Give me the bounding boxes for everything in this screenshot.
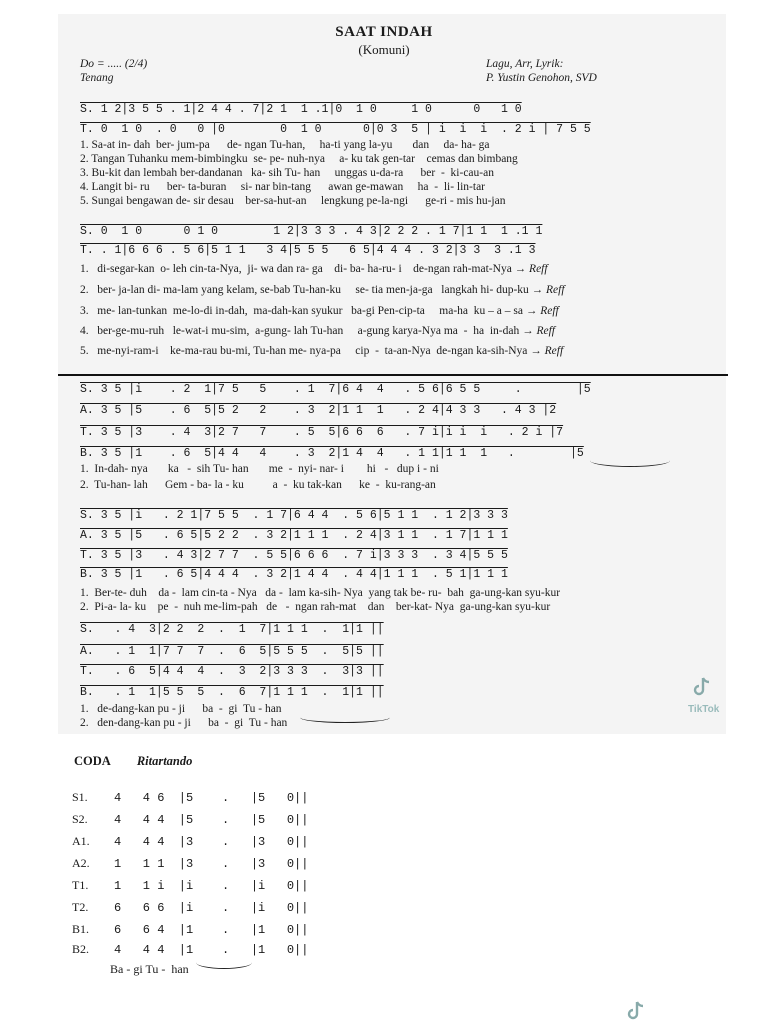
coda-row	[72, 900, 308, 915]
coda-notes: 1 1 1 |3 . |3 0||	[114, 857, 309, 871]
section-divider	[58, 374, 728, 376]
coda-row	[72, 856, 308, 871]
refrain3-bass-notes: B. . 1 1|5 5 5 . 6 7|1 1 1 . 1|1 ||	[80, 686, 384, 699]
coda-part-label: A1.	[72, 834, 90, 848]
coda-part-label: A2.	[72, 856, 90, 870]
verse2-lyric-2: 2. ber- ja-lan di- ma-lam yang kelam, se-bab Tu-han-ku se- tia men-ja-ga langkah hi- dup-ku → Reff	[80, 284, 565, 296]
coda-part-label: S2.	[72, 812, 88, 826]
refrain2-soprano-notes: S. 3 5 |i . 2 1|7 5 5 . 1 7|6 4 4 . 5 6|5 1 1 . 1 2|3 3 3	[80, 509, 508, 522]
coda-notes: 6 6 4 |1 . |1 0||	[114, 923, 309, 937]
coda-part-label: B1.	[72, 922, 90, 936]
credit-label: Lagu, Arr, Lyrik:	[486, 58, 564, 70]
reff-marker: → Reff	[522, 325, 555, 337]
page-subtitle: (Komuni)	[358, 42, 410, 57]
verse1-lyric-5: 5. Sungai bengawan de- sir desau ber-sa-hut-an lengkung pe-la-ngi ge-ri - mis hu-jan	[80, 195, 506, 207]
refrain3-lyric-1: 1. de-dang-kan pu - ji ba - gi Tu - han	[80, 703, 282, 715]
coda-part-label: T2.	[72, 900, 89, 914]
refrain1-tenor-notes: T. 3 5 |3 . 4 3|2 7 7 . 5 5|6 6 6 . 7 i|i i i . 2 i |7	[80, 426, 564, 439]
tiktok-logo-icon	[626, 1000, 646, 1022]
coda-row	[72, 922, 308, 937]
reff-marker: → Reff	[525, 305, 559, 317]
refrain3-tenor-notes: T. . 6 5|4 4 4 . 3 2|3 3 3 . 3|3 ||	[80, 665, 384, 678]
tiktok-logo-icon	[692, 676, 712, 698]
refrain1-bass-notes: B. 3 5 |1 . 6 5|4 4 4 . 3 2|1 4 4 . 1 1|1 1 1 . |5	[80, 447, 584, 460]
coda-notes: 1 1 i |i . |i 0||	[114, 879, 309, 893]
refrain2-bass-notes: B. 3 5 |1 . 6 5|4 4 4 . 3 2|1 4 4 . 4 4|1 1 1 . 5 1|1 1 1	[80, 568, 508, 581]
refrain3-alto-notes: A. . 1 1|7 7 7 . 6 5|5 5 5 . 5|5 ||	[80, 645, 384, 658]
refrain3-lyric-2: 2. den-dang-kan pu - ji ba - gi Tu - han	[80, 717, 288, 729]
coda-row	[72, 942, 308, 957]
coda-lyric: Ba - gi Tu - han	[110, 962, 189, 976]
reff-marker: → Reff	[530, 345, 564, 357]
composer-name: P. Yustin Genohon, SVD	[486, 72, 597, 84]
refrain1-lyric-2: 2. Tu-han- lah Gem - ba- la - ku a - ku tak-kan ke - ku-rang-an	[80, 479, 436, 491]
verse1-lyric-3: 3. Bu-kit dan lembah ber-dandanan ka- sih Tu- han unggas u-da-ra ber - ki-cau-an	[80, 167, 494, 179]
verse1-lyric-4: 4. Langit bi- ru ber- ta-buran si- nar bin-tang awan ge-mawan ha - li- lin-tar	[80, 181, 486, 193]
verse2-lyric-1: 1. di-segar-kan o- leh cin-ta-Nya, ji- wa dan ra- ga di- ba- ha-ru- i de-ngan rah-mat-Nya → Reff	[80, 263, 548, 275]
slur-mark	[300, 712, 390, 723]
key-signature: Do = ..... (2/4)	[80, 58, 148, 70]
verse2-tenor-notes: T. . 1|6 6 6 . 5 6|5 1 1 3 4|5 5 5 6 5|4 4 4 . 3 2|3 3 3 .1 3	[80, 244, 536, 257]
tiktok-wordmark: TikTok	[688, 704, 720, 715]
coda-label: CODA	[74, 754, 111, 768]
coda-row	[72, 878, 308, 893]
verse2-lyric-4: 4. ber-ge-mu-ruh le-wat-i mu-sim, a-gung- lah Tu-han a-gung karya-Nya ma - ha in-dah → Reff	[80, 325, 555, 337]
refrain1-lyric-1: 1. In-dah- nya ka - sih Tu- han me - nyi- nar- i hi - dup i - ni	[80, 463, 439, 475]
verse1-tenor-notes: T. 0 1 0 . 0 0 |0 0 1 0 0|0 3 5 | i i i . 2 i | 7 5 5	[80, 123, 591, 136]
coda-notes: 4 4 4 |3 . |3 0||	[114, 835, 309, 849]
coda-row	[72, 812, 308, 827]
verse2-lyric-3: 3. me- lan-tunkan me-lo-di in-dah, ma-dah-kan syukur ba-gi Pen-cip-ta ma-ha ku – a – sa → Reff	[80, 305, 559, 317]
slur-mark	[590, 454, 670, 467]
refrain2-lyric-2: 2. Pi-a- la- ku pe - nuh me-lim-pah de - ngan rah-mat dan ber-kat- Nya ga-ung-kan syu-kur	[80, 601, 551, 613]
coda-row	[72, 834, 308, 849]
reff-marker: → Reff	[514, 263, 548, 275]
refrain1-soprano-notes: S. 3 5 |i . 2 1|7 5 5 . 1 7|6 4 4 . 5 6|6 5 5 . |5	[80, 383, 591, 396]
reff-marker: → Reff	[531, 284, 565, 296]
tempo-marking: Tenang	[80, 72, 114, 84]
slur-mark	[196, 956, 252, 969]
coda-part-label: B2.	[72, 942, 90, 956]
verse1-lyric-2: 2. Tangan Tuhanku mem-bimbingku se- pe- nuh-nya a- ku tak gen-tar cemas dan bimbang	[80, 153, 518, 165]
coda-part-label: S1.	[72, 790, 88, 804]
refrain2-alto-notes: A. 3 5 |5 . 6 5|5 2 2 . 3 2|1 1 1 . 2 4|3 1 1 . 1 7|1 1 1	[80, 529, 508, 542]
refrain1-alto-notes: A. 3 5 |5 . 6 5|5 2 2 . 3 2|1 1 1 . 2 4|4 3 3 . 4 3 |2	[80, 404, 557, 417]
refrain2-tenor-notes: T. 3 5 |3 . 4 3|2 7 7 . 5 5|6 6 6 . 7 i|3 3 3 . 3 4|5 5 5	[80, 549, 508, 562]
verse1-lyric-1: 1. Sa-at in- dah ber- jum-pa de- ngan Tu-han, ha-ti yang la-yu dan da- ha- ga	[80, 139, 490, 151]
coda-part-label: T1.	[72, 878, 89, 892]
coda-row	[72, 790, 308, 805]
coda-notes: 4 4 4 |5 . |5 0||	[114, 813, 309, 827]
coda-notes: 4 4 6 |5 . |5 0||	[114, 791, 309, 805]
coda-notes: 4 4 4 |1 . |1 0||	[114, 943, 309, 957]
refrain3-soprano-notes: S. . 4 3|2 2 2 . 1 7|1 1 1 . 1|1 ||	[80, 623, 384, 636]
coda-heading	[74, 754, 192, 769]
page-title: SAAT INDAH	[335, 24, 433, 40]
coda-notes: 6 6 6 |i . |i 0||	[114, 901, 309, 915]
refrain2-lyric-1: 1. Ber-te- duh da - lam cin-ta - Nya da - lam ka-sih- Nya yang tak be- ru- bah ga-ung-kan syu-kur	[80, 587, 561, 599]
verse2-lyric-5: 5. me-nyi-ram-i ke-ma-rau bu-mi, Tu-han me- nya-pa cip - ta-an-Nya de-ngan ka-sih-Nya → Reff	[80, 345, 564, 357]
verse2-soprano-notes: S. 0 1 0 0 1 0 1 2|3 3 3 . 4 3|2 2 2 . 1 7|1 1 1 .1 1	[80, 225, 543, 238]
verse1-soprano-notes: S. 1 2|3 5 5 . 1|2 4 4 . 7|2 1 1 .1|0 1 0 1 0 0 1 0	[80, 103, 522, 116]
coda-tempo: Ritartando	[136, 754, 193, 768]
